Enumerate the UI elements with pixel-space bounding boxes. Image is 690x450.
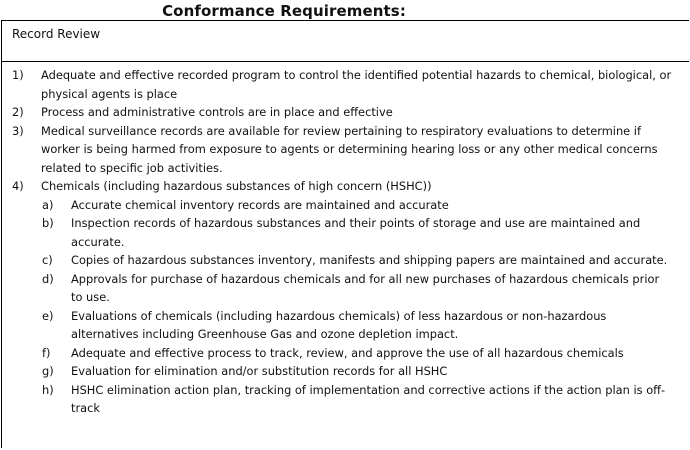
- item-text: Adequate and effective recorded program to control the identified potential hazards to chemical, biological, or physical agents is place: [41, 68, 672, 101]
- item-number: 4): [12, 179, 24, 193]
- sub-item-letter: e): [42, 308, 54, 323]
- sub-item-letter: b): [42, 216, 54, 230]
- sub-item-letter: d): [42, 271, 54, 286]
- sub-item-letter: g): [42, 364, 54, 378]
- list-item: [2, 122, 689, 178]
- sub-list-item: [2, 362, 689, 381]
- table-header-cell: Record Review: [2, 21, 689, 62]
- item-number: 2): [12, 105, 24, 119]
- requirements-table: [1, 20, 689, 448]
- sub-list-item: [2, 307, 689, 344]
- sub-item-text: Inspection records of hazardous substances and their points of storage and use are maintained and accurate.: [71, 216, 641, 249]
- list-item: [2, 66, 689, 103]
- sub-item-letter: c): [42, 253, 53, 267]
- sub-item-text: Evaluation for elimination and/or substitution records for all HSHC: [71, 364, 448, 378]
- sub-list-item: [2, 214, 689, 251]
- sub-list-item: [2, 196, 689, 215]
- requirements-list: [2, 62, 689, 418]
- sub-item-letter: a): [42, 197, 54, 212]
- section-title: Conformance Requirements:: [162, 2, 406, 20]
- sub-item-text: Copies of hazardous substances inventory, manifests and shipping papers are maintained and accurate.: [71, 253, 668, 267]
- sub-item-text: Accurate chemical inventory records are maintained and accurate: [71, 197, 449, 212]
- sub-item-text: Evaluations of chemicals (including hazardous chemicals) of less hazardous or non-hazardous alternatives including Greenhouse Gas and ozone depletion impact.: [71, 308, 607, 341]
- list-item: [2, 177, 689, 196]
- sub-list-item: [2, 251, 689, 270]
- item-text: Chemicals (including hazardous substances of high concern (HSHC)): [41, 179, 432, 193]
- item-number: 3): [12, 123, 24, 138]
- sub-item-text: Approvals for purchase of hazardous chemicals and for all new purchases of hazardous chemicals prior to use.: [71, 271, 660, 304]
- item-text: Process and administrative controls are in place and effective: [41, 105, 393, 119]
- sub-item-letter: f): [42, 345, 51, 360]
- sub-list-item: [2, 270, 689, 307]
- item-text: Medical surveillance records are available for review pertaining to respiratory evaluations to determine if worker is being harmed from exposure to agents or determining hearing loss or any other medical concerns related to specific job activities.: [41, 123, 658, 175]
- sub-item-letter: h): [42, 382, 54, 397]
- sub-list-item: [2, 381, 689, 418]
- item-number: 1): [12, 68, 24, 82]
- sub-list-item: [2, 344, 689, 363]
- sub-item-text: Adequate and effective process to track, review, and approve the use of all hazardous chemicals: [71, 345, 624, 360]
- list-item: [2, 103, 689, 122]
- sub-item-text: HSHC elimination action plan, tracking of implementation and corrective actions if the action plan is off-track: [71, 382, 666, 415]
